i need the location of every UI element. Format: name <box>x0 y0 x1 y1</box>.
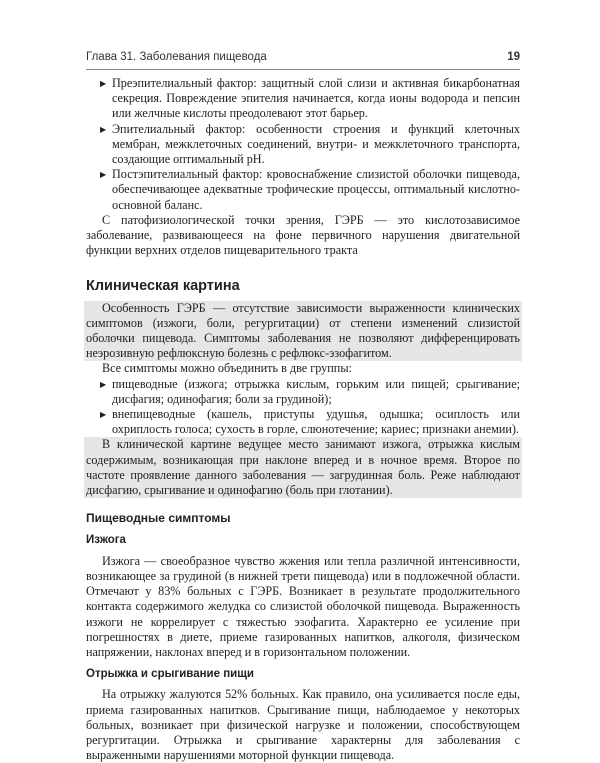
heading-heartburn: Изжога <box>86 534 126 547</box>
subsection-heading-esophageal: Пищеводные симптомы <box>86 511 231 526</box>
triangle-bullet-icon: ▶ <box>100 379 107 389</box>
highlighted-block <box>84 301 522 362</box>
triangle-bullet-icon: ▶ <box>100 124 107 134</box>
symptom-groups-list <box>86 377 520 438</box>
list-item: ▶ Постэпителиальный фактор: кровоснабжение слизистой оболочки пищевода, обеспечивающее адекватные трофические процессы, оптимальный кислотно-основной баланс. <box>100 167 520 212</box>
page-body <box>86 76 520 763</box>
paragraph: Особенность ГЭРБ — отсутствие зависимости выраженности клинических симптомов (изжоги, боли, регургитации) от степени изменений слизистой оболочки пищевода. Симптомы заболевания не позволяют дифференцировать неэрозивную рефлюксную болезнь с рефлюкс-эзофагитом. <box>86 300 520 361</box>
paragraph: Изжога — своеобразное чувство жжения или тепла различной интенсивности, возникающее за грудиной (в нижней трети пищевода) или в подложечной области. Отмечают у 83% больных с ГЭРБ. Возникает в результате продолжительного контакта содержимого желудка со слизистой оболочкой пищевода. Выраженность изжоги не коррелирует с тяжестью эзофагита. Характерно ее усиление при погрешностях в диете, приеме газированных напитков, алкоголя, физическом напряжении, наклонах вперед и в горизонтальном положении. <box>86 553 520 659</box>
highlighted-block <box>84 437 522 498</box>
protective-factors-list <box>86 76 520 213</box>
header-divider <box>86 69 520 70</box>
section-heading-clinical: Клиническая картина <box>86 278 240 295</box>
triangle-bullet-icon: ▶ <box>100 79 107 88</box>
triangle-bullet-icon: ▶ <box>100 170 107 180</box>
running-header <box>86 51 520 63</box>
chapter-title: Глава 31. Заболевания пищевода <box>86 51 267 63</box>
pathophysiology-paragraph: С патофизиологической точки зрения, ГЭРБ — это кислотозависимое заболевание, развивающееся на фоне первичного нарушения двигательной функции верхних отделов пищеварительного тракта <box>86 212 520 258</box>
list-item: ▶ Эпителиальный фактор: особенности строения и функций клеточных мембран, межклеточных соединений, внутри- и межклеточного транспорта, создающие оптимальный pH. <box>100 121 520 167</box>
triangle-bullet-icon: ▶ <box>100 410 107 420</box>
paragraph: Все симптомы можно объединить в две группы: <box>102 361 352 376</box>
paragraph: На отрыжку жалуются 52% больных. Как правило, она усиливается после еды, приема газированных напитков. Срыгивание пищи, наблюдаемое у некоторых больных, возникает при физической нагрузке и положении, способствующем регургитации. Отрыжка и срыгивание характерны для заболевания с выраженными нарушениями моторной функции пищевода. <box>86 687 520 763</box>
list-item: ▶ внепищеводные (кашель, приступы удушья, одышка; осиплость или охриплость голоса; сухость в горле, слюнотечение; кариес; признаки анемии). <box>100 407 520 437</box>
list-item: ▶ пищеводные (изжога; отрыжка кислым, горьким или пищей; срыгивание; дисфагия; одинофагия; боли за грудиной); <box>100 376 520 406</box>
page-number: 19 <box>507 51 520 63</box>
paragraph: В клинической картине ведущее место занимают изжога, отрыжка кислым содержимым, возникающая при наклоне вперед и в ночное время. Второе по частоте проявление данного заболевания — загрудинная боль. Реже наблюдают дисфагию, срыгивание и одинофагию (боль при глотании). <box>86 437 520 498</box>
heading-belching: Отрыжка и срыгивание пищи <box>86 668 254 681</box>
list-item: ▶ Преэпителиальный фактор: защитный слой слизи и активная бикарбонатная секреция. Повреждение эпителия начинается, когда ионы водорода и пепсин или желчные кислоты преодолевают этот барьер. <box>100 76 520 121</box>
